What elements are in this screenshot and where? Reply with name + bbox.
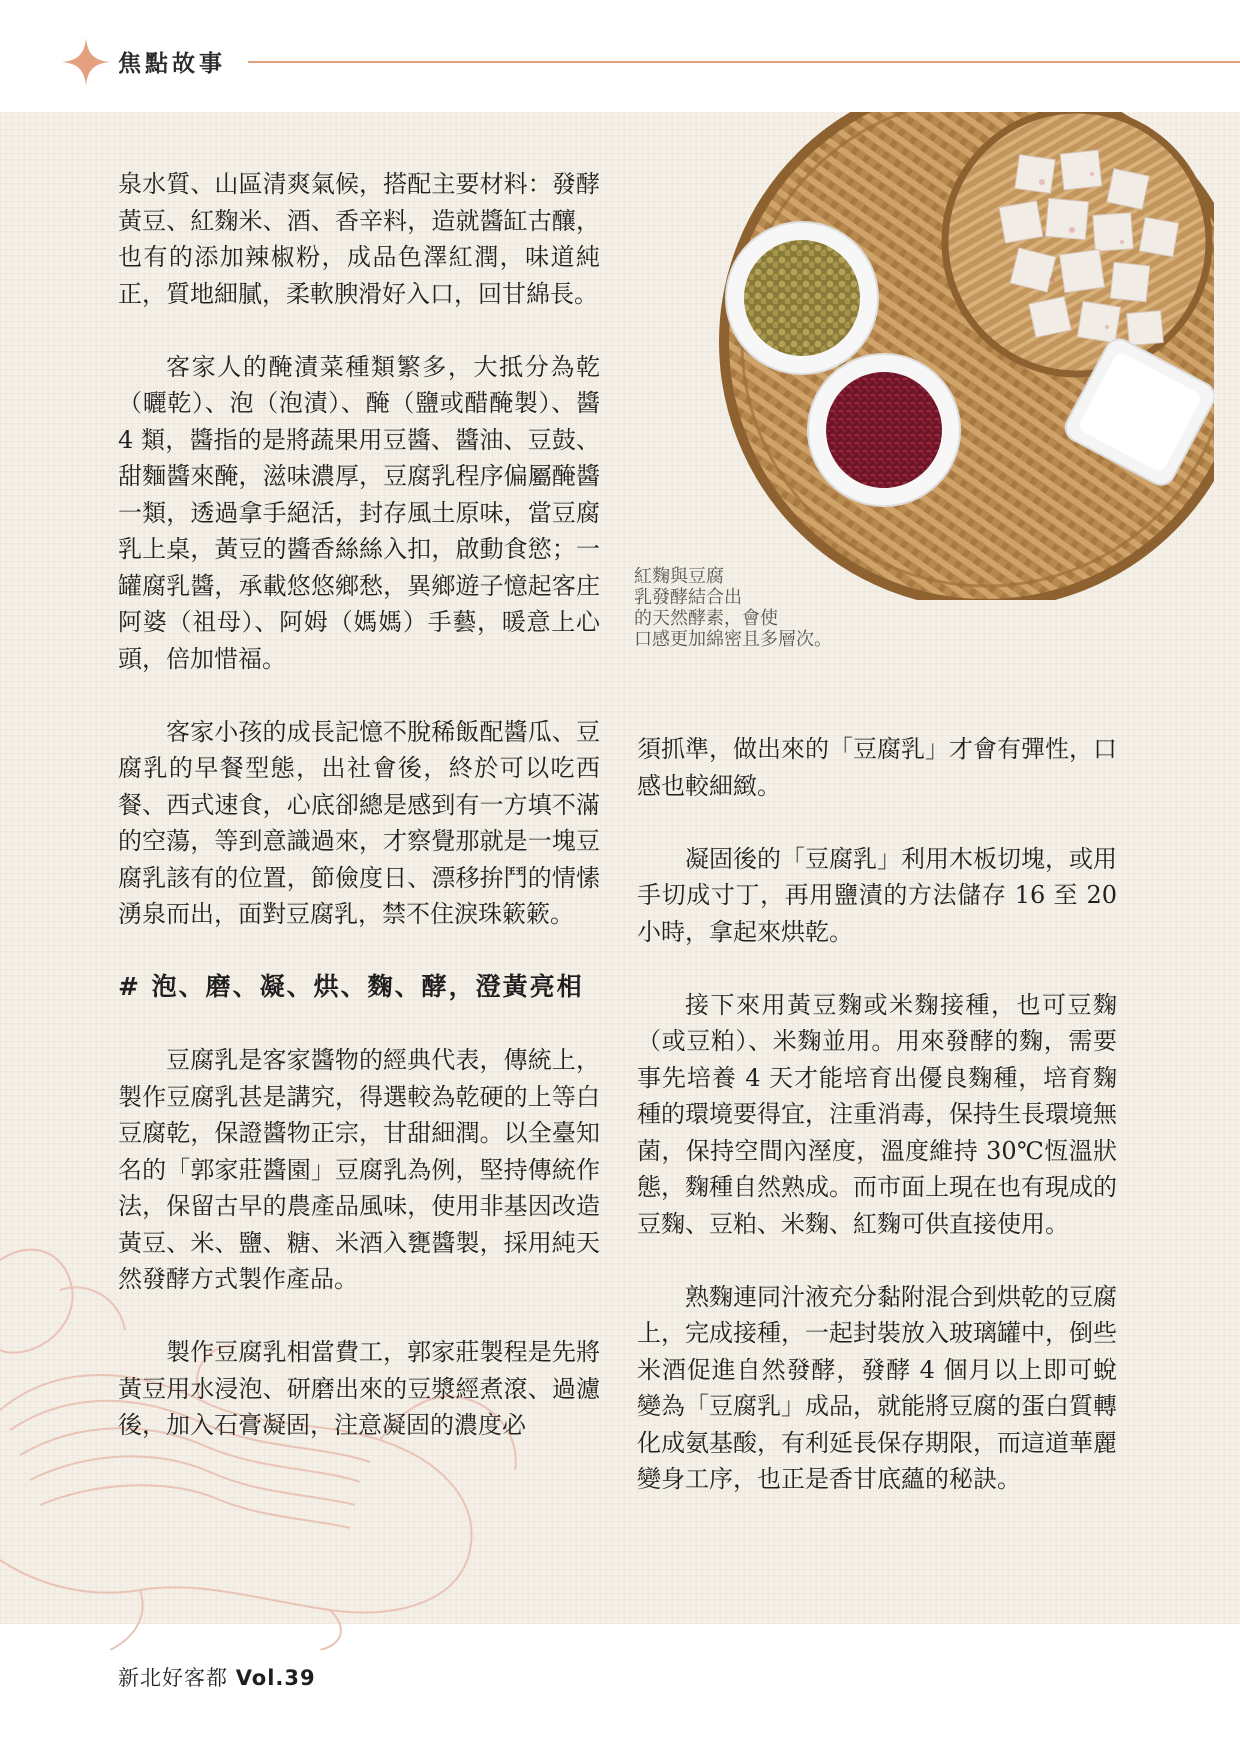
paragraph: 熟麴連同汁液充分黏附混合到烘乾的豆腐上，完成接種，一起封裝放入玻璃罐中，倒些米酒促進自然發酵，發酵 4 個月以上即可蛻變為「豆腐乳」成品，就能將豆腐的蛋白質轉化成氨基酸，有利延長保存期限，而這道華麗變身工序，也正是香甘底蘊的秘訣。	[637, 1282, 1117, 1493]
paragraph: 須抓準，做出來的「豆腐乳」才會有彈性，口感也較細緻。	[637, 735, 1117, 800]
paragraph: 客家人的醃漬菜種類繁多，大抵分為乾（曬乾）、泡（泡漬）、醃（鹽或醋醃製）、醬 4 類，醬指的是將蔬果用豆醬、醬油、豆鼓、甜麵醬來醃，滋味濃厚，豆腐乳程序偏屬醃醬一類，透過拿手絕活，封存風土原味，當豆腐乳上桌，黃豆的醬香絲絲入扣，啟動食慾；一罐腐乳醬，承載悠悠鄉愁，異鄉遊子憶起客庄阿婆（祖母）、阿姆（媽媽）手藝，暖意上心頭，倍加惜福。	[118, 352, 600, 673]
right-column	[637, 731, 1117, 1498]
paragraph: 接下來用黃豆麴或米麴接種，也可豆麴（或豆粕）、米麴並用。用來發酵的麴，需要事先培養 4 天才能培育出優良麴種，培育麴種的環境要得宜，注重消毒，保持生長環境無菌，保持空間內溼度，溫度維持 30℃恆溫狀態，麴種自然熟成。而市面上現在也有現成的豆麴、豆粕、米麴、紅麴可供直接使用。	[637, 990, 1117, 1238]
left-column	[118, 166, 600, 1444]
caption-line: 口感更加綿密且多層次。	[634, 629, 832, 650]
page-header	[60, 34, 1240, 90]
paragraph: 泉水質、山區清爽氣候，搭配主要材料：發酵黃豆、紅麴米、酒、香辛料，造就醬缸古釀，也有的添加辣椒粉，成品色澤紅潤，味道純正，質地細膩，柔軟腴滑好入口，回甘綿長。	[118, 170, 600, 308]
section-title: 焦點故事	[118, 51, 226, 77]
sparkle-icon	[60, 36, 112, 88]
tofu-basket-photo	[622, 112, 1214, 600]
publication-name: 新北好客都	[118, 1666, 228, 1690]
photo-caption	[634, 566, 894, 650]
paragraph: 製作豆腐乳相當費工，郭家莊製程是先將黃豆用水浸泡、研磨出來的豆漿經煮滾、過濾後，加入石膏凝固，注意凝固的濃度必	[118, 1338, 600, 1439]
footer-publication	[118, 1662, 316, 1692]
header-rule	[248, 61, 1240, 63]
caption-line: 紅麴與豆腐	[634, 566, 724, 587]
caption-line: 的天然酵素，會使	[634, 608, 778, 629]
caption-line: 乳發酵結合出	[634, 587, 742, 608]
volume-number: Vol.39	[235, 1666, 316, 1690]
section-heading: # 泡、磨、凝、烘、麴、酵，澄黃亮相	[118, 972, 584, 1001]
paragraph: 凝固後的「豆腐乳」利用木板切塊，或用手切成寸丁，再用鹽漬的方法儲存 16 至 20 小時，拿起來烘乾。	[637, 844, 1117, 946]
paragraph: 客家小孩的成長記憶不脫稀飯配醬瓜、豆腐乳的早餐型態，出社會後，終於可以吃西餐、西式速食，心底卻總是感到有一方填不滿的空蕩，等到意識過來，才察覺那就是一塊豆腐乳該有的位置，節儉度日、漂移拚鬥的情愫湧泉而出，面對豆腐乳，禁不住淚珠簌簌。	[118, 717, 600, 928]
paragraph: 豆腐乳是客家醬物的經典代表，傳統上，製作豆腐乳甚是講究，得選較為乾硬的上等白豆腐乾，保證醬物正宗，甘甜細潤。以全臺知名的「郭家莊醬園」豆腐乳為例，堅持傳統作法，保留古早的農產品風味，使用非基因改造黃豆、米、鹽、糖、米酒入甕醬製，採用純天然發酵方式製作產品。	[118, 1046, 600, 1293]
